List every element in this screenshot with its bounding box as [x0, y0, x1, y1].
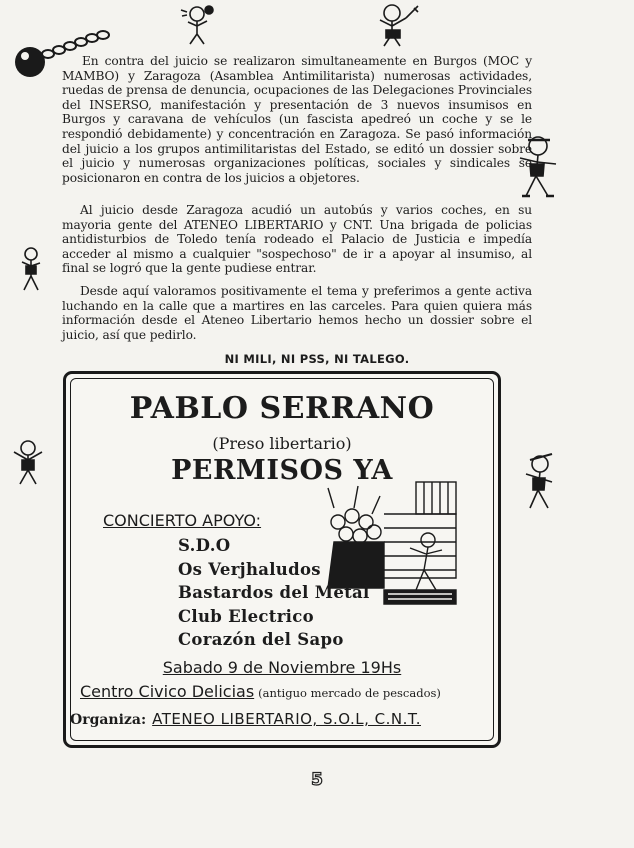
band-item: Bastardos del Metal: [178, 583, 370, 602]
bomb-figure-icon: [178, 2, 216, 46]
organizer-label: Organiza:: [70, 712, 147, 728]
band-item: Club Electrico: [178, 606, 314, 626]
article-paragraph-3: Desde aquí valoramos positivamente el tema y preferimos a gente activa luchando en la calle que a martires en las carceles. Para quien quiera más información desde el Ateneo Libertario hemos hecho un dossier sobre el juicio, así que pedirlo.: [62, 284, 532, 342]
poster-name: PABLO SERRANO: [129, 391, 435, 426]
poster-demand: PERMISOS YA: [171, 455, 393, 486]
band-list: [178, 534, 370, 652]
slogan: NI MILI, NI PSS, NI TALEGO.: [224, 352, 410, 366]
jumping-figure-icon: [18, 246, 44, 292]
dancing-figure-icon: [518, 452, 558, 510]
band-item: S.D.O: [178, 536, 231, 555]
organizer-value: ATENEO LIBERTARIO, S.O.L, C.N.T.: [152, 710, 421, 728]
event-date: Sabado 9 de Noviembre 19Hs: [162, 658, 402, 677]
poster-subtitle: (Preso libertario): [212, 434, 352, 453]
band-item: Os Verjhaludos: [178, 559, 321, 579]
waving-figure-icon: [8, 438, 48, 486]
venue-name: Centro Civico Delicias: [80, 682, 255, 701]
concert-poster: [63, 371, 501, 748]
event-venue: [80, 682, 441, 701]
organizer: [70, 709, 421, 728]
band-item: Corazón del Sapo: [178, 630, 344, 649]
page-number: 5: [311, 770, 323, 790]
sword-figure-icon: [370, 2, 424, 48]
article-paragraph-1: En contra del juicio se realizaron simultaneamente en Burgos (MOC y MAMBO) y Zaragoza (Asamblea Antimilitarista) numerosas actividades, ruedas de prensa de denuncia, ocupaciones de las Delegaciones Provinciales del INSERSO, manifestación y presentación de 3 nuevos insumisos en Burgos y caravana de vehículos (un fascista apedreó un coche y se le respondió debidamente) y concentración en Zaragoza. Se pasó información del juicio a los grupos antimilitaristas del Estado, se editó un dossier sobre el juicio y numerosas organizaciones políticas, sociales y sindicales se posicionaron en contra de los juicios a objetores.: [62, 54, 532, 185]
article-paragraph-2: Al juicio desde Zaragoza acudió un autobús y varios coches, en su mayoria gente del ATENEO LIBERTARIO y CNT. Una brigada de policias antidisturbios de Toledo tenía rodeado el Palacio de Justicia e impedía acceder al mismo a cualquier "sospechoso" de ir a apoyar al insumiso, al final se logró que la gente pudiese entrar.: [62, 203, 532, 276]
venue-note: (antiguo mercado de pescados): [258, 686, 441, 700]
concert-label: CONCIERTO APOYO:: [103, 511, 262, 530]
